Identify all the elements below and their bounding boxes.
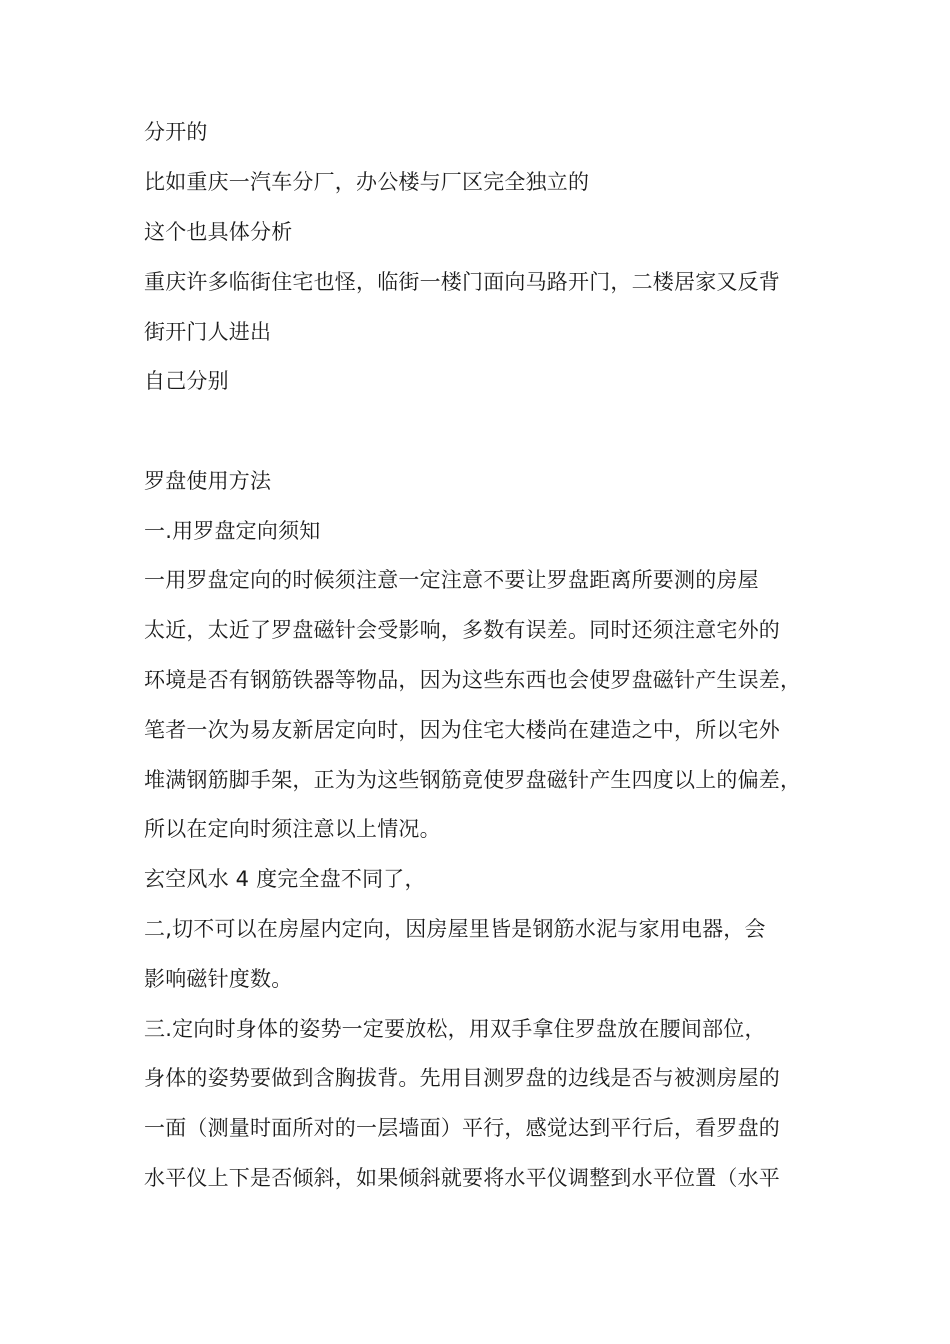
text-line: 一.用罗盘定向须知 bbox=[144, 519, 321, 543]
section-heading: 罗盘使用方法 bbox=[144, 469, 272, 493]
text-line: 这个也具体分析 bbox=[144, 220, 293, 244]
text-line: 所以在定向时须注意以上情况。 bbox=[144, 817, 441, 841]
text-line: 身体的姿势要做到含胸拔背。先用目测罗盘的边线是否与被测房屋的 bbox=[144, 1066, 780, 1090]
text-line: 比如重庆一汽车分厂，办公楼与厂区完全独立的 bbox=[144, 170, 590, 194]
text-line: 水平仪上下是否倾斜，如果倾斜就要将水平仪调整到水平位置（水平 bbox=[144, 1166, 780, 1190]
text-line: 自己分别 bbox=[144, 369, 229, 393]
text-line: 堆满钢筋脚手架，正为为这些钢筋竟使罗盘磁针产生四度以上的偏差， bbox=[144, 768, 802, 792]
text-line: 二,切不可以在房屋内定向，因房屋里皆是钢筋水泥与家用电器，会 bbox=[144, 917, 766, 941]
text-line: 一面（测量时面所对的一层墙面）平行，感觉达到平行后，看罗盘的 bbox=[144, 1116, 780, 1140]
text-line: 笔者一次为易友新居定向时，因为住宅大楼尚在建造之中，所以宅外 bbox=[144, 718, 780, 742]
text-line: 分开的 bbox=[144, 120, 208, 144]
text-line: 太近，太近了罗盘磁针会受影响，多数有误差。同时还须注意宅外的 bbox=[144, 618, 780, 642]
text-line: 重庆许多临街住宅也怪，临街一楼门面向马路开门，二楼居家又反背 bbox=[144, 270, 780, 294]
text-line: 影响磁针度数。 bbox=[144, 967, 293, 991]
text-line: 一用罗盘定向的时候须注意一定注意不要让罗盘距离所要测的房屋 bbox=[144, 568, 759, 592]
text-line: 玄空风水 4 度完全盘不同了， bbox=[144, 867, 426, 891]
text-line: 三.定向时身体的姿势一定要放松，用双手拿住罗盘放在腰间部位， bbox=[144, 1017, 766, 1041]
text-line: 街开门人进出 bbox=[144, 320, 272, 344]
text-line: 环境是否有钢筋铁器等物品，因为这些东西也会使罗盘磁针产生误差， bbox=[144, 668, 802, 692]
